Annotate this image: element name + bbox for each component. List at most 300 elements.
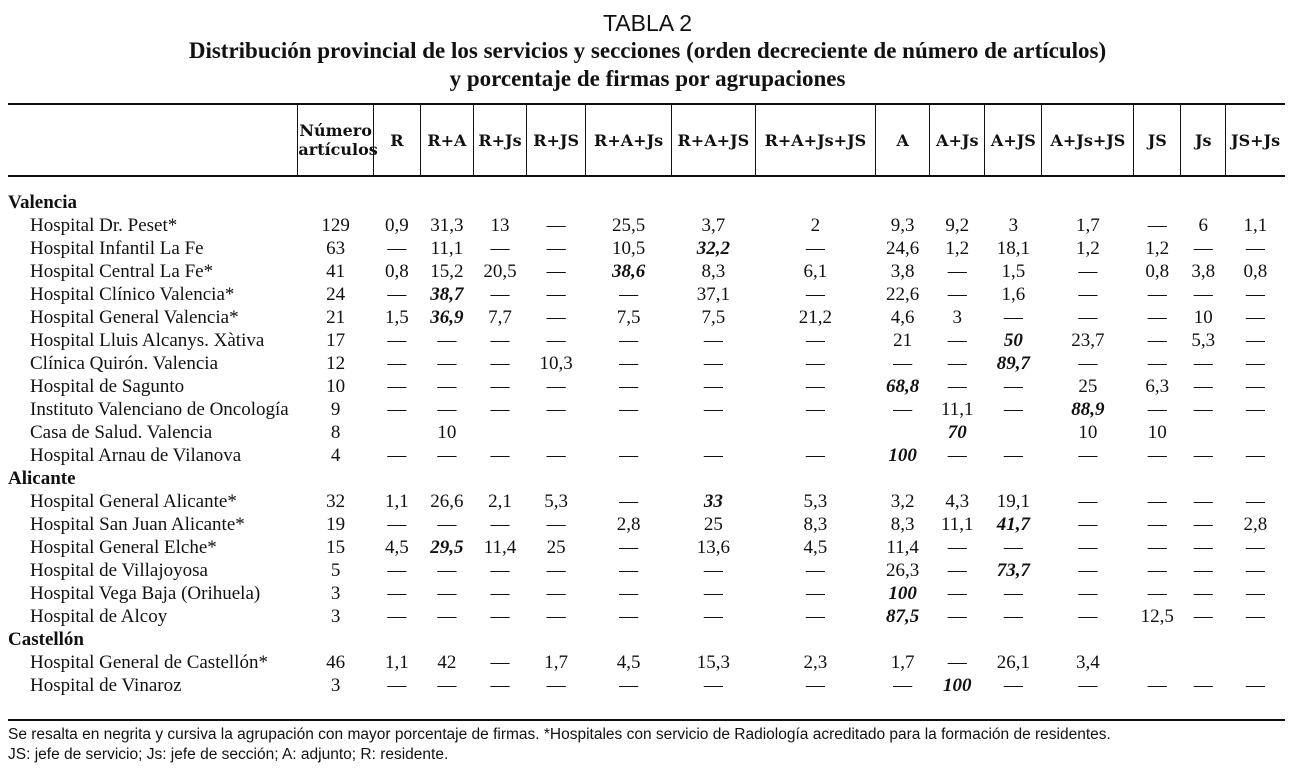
percent-cell: — [1245,330,1265,351]
percent-cell: 11,1 [430,238,464,259]
percent-cell: — [490,353,510,374]
percent-cell: — [437,330,457,351]
percent-cell: 3 [952,307,962,328]
percent-cell: — [387,583,407,604]
percent-cell [671,421,755,444]
percent-cell: 25,5 [611,215,646,236]
column-header: R+A+Js+JS [755,104,875,176]
percent-cell: 1,5 [385,307,409,328]
percent-cell: 1,2 [1076,238,1100,259]
percent-cell: 10 [437,422,457,443]
percent-cell [1134,651,1181,674]
percent-cell: — [1003,307,1023,328]
table-row [8,536,1285,559]
percent-cell: — [947,606,967,627]
column-header: R+JS [527,104,586,176]
hospital-name: Hospital General de Castellón* [30,652,268,673]
percent-cell: — [619,399,639,420]
hospital-name: Hospital General Alicante* [30,491,237,512]
percent-cell: — [1147,491,1167,512]
percent-cell: — [619,330,639,351]
table-row [8,352,1285,375]
percent-cell: 88,9 [1071,399,1105,420]
hospital-name: Casa de Salud. Valencia [30,422,213,443]
percent-cell: — [1245,560,1265,581]
table-title-line1: Distribución provincial de los servicios y secciones (orden decreciente de número de artículos) [188,38,1107,63]
article-count: 9 [330,399,341,420]
percent-cell: 19,1 [996,491,1031,512]
percent-cell: — [546,330,566,351]
percent-cell: 3 [1008,215,1019,236]
percent-cell: — [1245,445,1265,466]
percent-cell: — [703,330,723,351]
percent-cell: 26,6 [430,491,464,512]
percent-cell: 13,6 [696,537,730,558]
percent-cell: — [1147,353,1167,374]
percent-cell: 5,3 [1191,330,1216,351]
table-row [8,651,1285,674]
percent-cell: 8,3 [803,514,828,535]
percent-cell: — [490,652,510,673]
article-count: 24 [326,284,346,305]
article-count: 3 [330,675,341,696]
percent-cell: — [490,330,510,351]
percent-cell: — [619,583,639,604]
percent-cell: — [546,514,566,535]
percent-cell: — [893,353,913,374]
column-header: A+JS [985,104,1042,176]
percent-cell: — [805,606,825,627]
article-count: 46 [326,652,346,673]
percent-cell: 4,5 [803,537,828,558]
article-count: 129 [321,215,350,236]
percent-cell: — [546,399,566,420]
percent-cell: — [546,215,566,236]
percent-cell: — [437,514,457,535]
table-row [8,421,1285,444]
percent-cell: — [387,606,407,627]
percent-cell: 31,3 [430,215,464,236]
percent-cell: 42 [437,652,457,673]
percent-cell: — [1147,307,1167,328]
percent-cell: 4,5 [385,537,409,558]
percent-cell: 33 [703,491,723,512]
percent-cell: — [1193,445,1213,466]
percent-cell: — [619,353,639,374]
percent-cell: 8,3 [701,261,726,282]
percent-cell: — [490,560,510,581]
table-row [8,237,1285,260]
hospital-name: Hospital de Sagunto [30,376,185,397]
percent-cell: — [546,307,566,328]
percent-cell: — [1193,606,1213,627]
percent-cell: — [805,284,825,305]
percent-cell: 8,3 [890,514,915,535]
percent-cell: — [1245,238,1265,259]
percent-cell: — [805,330,825,351]
percent-cell: — [1147,583,1167,604]
percent-cell: 37,1 [696,284,730,305]
percent-cell: — [387,330,407,351]
article-count: 4 [330,445,341,466]
hospital-name: Hospital General Valencia* [30,307,239,328]
percent-cell: — [947,560,967,581]
percent-cell: 89,7 [996,353,1031,374]
percent-cell: — [546,284,566,305]
percent-cell: 7,7 [488,307,512,328]
percent-cell: 1,7 [544,652,568,673]
percent-cell: — [437,399,457,420]
percent-cell: 36,9 [430,307,464,328]
percent-cell: 5,3 [803,491,828,512]
percent-cell: — [387,514,407,535]
percent-cell: 6,1 [803,261,828,282]
percent-cell [876,421,930,444]
percent-cell: — [947,445,967,466]
percent-cell: — [893,675,913,696]
percent-cell: — [1147,330,1167,351]
percent-cell: — [1078,560,1098,581]
percent-cell: — [619,445,639,466]
percent-cell: — [893,399,913,420]
percent-cell: 10,3 [539,353,573,374]
column-header: Js [1181,104,1226,176]
hospital-name: Hospital de Alcoy [30,606,168,627]
percent-cell: — [805,583,825,604]
percent-cell: — [1245,583,1265,604]
percent-cell: 4,3 [945,491,970,512]
column-header: R+Js [473,104,526,176]
percent-cell: 50 [1003,330,1023,351]
table-row [8,398,1285,421]
article-count: 3 [330,583,341,604]
percent-cell: 20,5 [483,261,517,282]
percent-cell: — [947,376,967,397]
percent-cell: — [805,675,825,696]
article-count: 32 [326,491,346,512]
percent-cell: — [619,606,639,627]
percent-cell: 73,7 [996,560,1031,581]
article-count: 19 [326,514,346,535]
percent-cell: — [1003,445,1023,466]
percent-cell: 1,1 [385,652,409,673]
percent-cell: — [437,560,457,581]
percent-cell: 5,3 [544,491,568,512]
percent-cell: — [1245,491,1265,512]
percent-cell: — [1193,284,1213,305]
percent-cell: 100 [888,445,917,466]
hospital-name: Clínica Quirón. Valencia [30,353,219,374]
percent-cell: — [1147,284,1167,305]
percent-cell: — [619,284,639,305]
percent-cell: 3,8 [890,261,915,282]
percent-cell: 25 [546,537,566,558]
percent-cell: — [1245,376,1265,397]
province-label: Valencia [8,192,77,213]
article-count: 15 [326,537,346,558]
percent-cell: 11,4 [483,537,517,558]
percent-cell: — [1078,261,1098,282]
percent-cell: 26,3 [886,560,920,581]
percent-cell: 6 [1198,215,1208,236]
percent-cell: — [703,675,723,696]
percent-cell: — [1193,675,1213,696]
percent-cell: 2,8 [616,514,641,535]
percent-cell: — [1003,537,1023,558]
percent-cell: 9,2 [945,215,970,236]
percent-cell: — [1078,537,1098,558]
percent-cell: — [387,353,407,374]
column-header: JS+Js [1226,104,1285,176]
column-header: JS [1134,104,1181,176]
table-row [8,214,1285,237]
percent-cell: — [1078,445,1098,466]
hospital-name: Hospital Infantil La Fe [30,238,204,259]
percent-cell: — [1078,583,1098,604]
percent-cell: — [490,514,510,535]
province-row [8,467,1285,490]
table-label: TABLA 2 [602,10,693,36]
table-row [8,444,1285,467]
percent-cell: 4,6 [890,307,915,328]
table-row [8,605,1285,628]
percent-cell: — [947,330,967,351]
column-header: R+A+JS [671,104,755,176]
percent-cell: — [546,376,566,397]
percent-cell: 23,7 [1071,330,1105,351]
percent-cell: 11,4 [886,537,919,558]
percent-cell: 3,2 [890,491,915,512]
percent-cell: — [1193,376,1213,397]
percent-cell: 100 [943,675,972,696]
percent-cell: — [1147,537,1167,558]
column-header: A [876,104,930,176]
percent-cell: 10 [1147,422,1167,443]
percent-cell: 0,8 [1243,261,1268,282]
percent-cell: — [1078,307,1098,328]
percent-cell: — [490,583,510,604]
percent-cell: — [387,445,407,466]
percent-cell: — [805,376,825,397]
table-row [8,329,1285,352]
column-header: A+Js [930,104,985,176]
distribution-table [8,103,1285,721]
percent-cell: 1,7 [890,652,915,673]
percent-cell [373,421,420,444]
percent-cell: — [1147,399,1167,420]
percent-cell [473,421,526,444]
percent-cell: — [1193,491,1213,512]
percent-cell: 15,2 [430,261,464,282]
percent-cell: — [1003,583,1023,604]
article-count: 41 [326,261,346,282]
percent-cell: — [703,583,723,604]
hospital-name: Hospital Clínico Valencia* [30,284,235,305]
percent-cell: — [1078,284,1098,305]
percent-cell: 100 [888,583,917,604]
province-row [8,628,1285,651]
article-count: 5 [330,560,341,581]
percent-cell: — [1147,560,1167,581]
percent-cell: 0,8 [1145,261,1170,282]
percent-cell: 26,1 [996,652,1031,673]
percent-cell: 3,4 [1076,652,1100,673]
percent-cell: — [805,399,825,420]
percent-cell: 38,6 [611,261,646,282]
percent-cell: — [1003,399,1023,420]
percent-cell: — [1193,537,1213,558]
percent-cell: 9,3 [890,215,915,236]
percent-cell: 10 [1193,307,1213,328]
percent-cell: 38,7 [430,284,464,305]
column-header: R [373,104,420,176]
hospital-name: Hospital Central La Fe* [30,261,214,282]
percent-cell: — [437,353,457,374]
hospital-name: Hospital Vega Baja (Orihuela) [30,583,261,604]
percent-cell: 24,6 [886,238,920,259]
percent-cell: — [1193,560,1213,581]
percent-cell: — [1245,606,1265,627]
percent-cell: 10,5 [611,238,646,259]
article-count: 63 [326,238,346,259]
percent-cell: 18,1 [996,238,1031,259]
percent-cell: 25 [703,514,723,535]
percent-cell: — [546,583,566,604]
spacer-row [8,176,1285,191]
percent-cell: — [947,261,967,282]
table-row [8,559,1285,582]
percent-cell: 22,6 [886,284,920,305]
percent-cell: — [490,445,510,466]
table-row [8,375,1285,398]
percent-cell [586,421,672,444]
footnote-legend: JS: jefe de servicio; Js: jefe de sección; A: adjunto; R: residente. [8,746,449,763]
percent-cell [755,421,875,444]
percent-cell: — [947,537,967,558]
percent-cell: — [387,560,407,581]
percent-cell: 3,7 [701,215,726,236]
percent-cell: — [1078,491,1098,512]
percent-cell: — [947,284,967,305]
percent-cell: — [1078,353,1098,374]
percent-cell: — [546,261,566,282]
percent-cell: — [490,399,510,420]
percent-cell: 2,8 [1243,514,1268,535]
percent-cell: — [703,445,723,466]
article-count: 3 [330,606,341,627]
percent-cell: — [1193,399,1213,420]
article-count: 12 [326,353,346,374]
hospital-name: Hospital Lluis Alcanys. Xàtiva [30,330,265,351]
percent-cell: — [437,606,457,627]
percent-cell: — [805,560,825,581]
percent-cell: — [619,675,639,696]
table-row [8,513,1285,536]
percent-cell: — [387,238,407,259]
percent-cell: — [490,606,510,627]
percent-cell: 87,5 [886,606,920,627]
table-end-cell [8,697,1285,720]
percent-cell: — [1245,399,1265,420]
percent-cell: — [805,353,825,374]
percent-cell: 1,2 [1145,238,1170,259]
hospital-name: Hospital de Vinaroz [30,675,182,696]
percent-cell: 11,1 [940,514,974,535]
percent-cell: — [1245,353,1265,374]
percent-cell: — [1147,675,1167,696]
percent-cell: — [1245,284,1265,305]
percent-cell: 2,1 [488,491,512,512]
footnote-highlight: Se resalta en negrita y cursiva la agrupación con mayor porcentaje de firmas. *Hospitales con servicio de Radiología acreditado para la formación de residentes. [8,726,1111,743]
header-row [8,104,1285,176]
percent-cell: — [805,238,825,259]
table-row [8,283,1285,306]
percent-cell: — [546,675,566,696]
percent-cell: — [703,376,723,397]
percent-cell: — [703,353,723,374]
percent-cell: — [805,445,825,466]
percent-cell: — [1245,307,1265,328]
table-row [8,490,1285,513]
percent-cell [1181,651,1226,674]
percent-cell: — [546,606,566,627]
hospital-name: Hospital Dr. Peset* [30,215,178,236]
percent-cell: — [387,376,407,397]
percent-cell: 1,1 [1243,215,1268,236]
percent-cell: — [387,284,407,305]
percent-cell: — [1078,514,1098,535]
percent-cell: — [947,652,967,673]
table-row [8,306,1285,329]
percent-cell: 7,5 [616,307,641,328]
percent-cell: — [1078,675,1098,696]
percent-cell: 0,9 [385,215,409,236]
article-count: 10 [326,376,346,397]
percent-cell: — [387,675,407,696]
column-header: A+Js+JS [1042,104,1134,176]
percent-cell: 4,5 [616,652,641,673]
hospital-name: Hospital Arnau de Vilanova [30,445,242,466]
article-count: 21 [326,307,346,328]
percent-cell: — [437,583,457,604]
percent-cell: — [437,675,457,696]
percent-cell: 68,8 [886,376,920,397]
percent-cell: 1,7 [1076,215,1100,236]
percent-cell: 1,1 [385,491,409,512]
percent-cell: — [490,675,510,696]
percent-cell: — [1147,215,1167,236]
percent-cell: 1,2 [945,238,970,259]
table-end-row [8,697,1285,720]
percent-cell [527,421,586,444]
percent-cell: — [1078,606,1098,627]
percent-cell: 13 [490,215,510,236]
percent-cell: 6,3 [1145,376,1170,397]
percent-cell: — [1003,606,1023,627]
percent-cell: 41,7 [996,514,1031,535]
table-header [8,104,1285,176]
percent-cell: — [1193,514,1213,535]
percent-cell: — [437,445,457,466]
percent-cell [1226,421,1285,444]
percent-cell: — [703,560,723,581]
percent-cell: — [619,376,639,397]
percent-cell: — [947,353,967,374]
percent-cell: 12,5 [1140,606,1174,627]
percent-cell: — [490,284,510,305]
percent-cell: — [703,606,723,627]
percent-cell: — [1245,675,1265,696]
